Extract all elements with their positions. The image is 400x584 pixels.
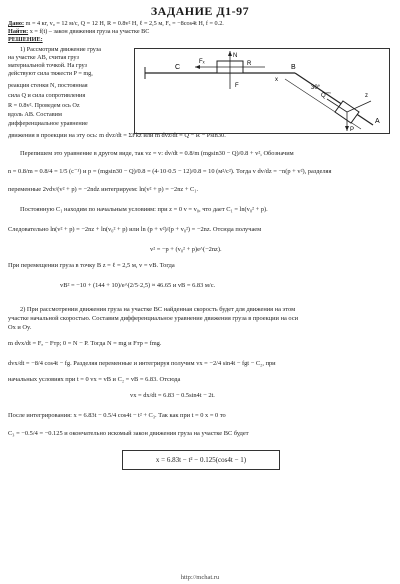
part1-cont-3: переменные 2vdv/(v² + p) = −2ndz интегрируем: ln(v² + p) = −2nz + C₁. (8, 186, 199, 193)
given-label: Дано: (8, 20, 25, 27)
figure-label-fx: Fₓ (199, 59, 205, 65)
part1-line-6: сила Q и сила сопротивления (8, 92, 86, 99)
footer-url: http://mchat.ru (180, 574, 220, 581)
part1-cont-5: Следовательно ln(v² + p) = −2nz + ln(v₀² + p) или ln (p + v²)/(p + v₀²) = −2nz. Отсюда получаем (8, 226, 262, 233)
part2-line-5 (8, 360, 276, 367)
mechanics-figure (135, 49, 389, 133)
part1-line-9: дифференциальное уравнение (8, 120, 88, 127)
part1-cont-4: Постоянную C₁ находим по начальным условиям: при z = 0 v = v₀, что дает C₁ = ln(v₀² + p). (20, 206, 268, 213)
part1-line-5: реакция стенки N, постоянная (8, 82, 88, 89)
part1-cont-2: n = 0.8/m = 0.8/4 = 1/5 (c⁻¹) и p = (mgsin30 − Q)/0.8 = (4·10·0.5 − 12)/0.8 = 10 (м²/с²). Тогда v dv/dz = −n(p + v²), разделяя (8, 168, 332, 175)
figure-frame (134, 48, 390, 134)
part1-cont-7: При перемещении груза в точку B z = ℓ = 2,5 м, v = vB. Тогда (8, 262, 175, 269)
figure-label-angle: 30° (311, 85, 321, 91)
answer-formula: x = 6.83t − t² − 0.125(cos4t − 1) (155, 456, 247, 464)
part1-line-3: материальной точкой. На груз (8, 62, 87, 69)
part2-line-5-text: dvx/dt = −8/4 cos4t − fg. Разделяя переменные и интегрируя получим vx = −2/4 sin4t − fgt − C₂, при (8, 360, 276, 367)
part2-line-8: После интегрирования: x = 6.83t − 0.5/4 cos4t − t² + C₃. Так как при t = 0 x = 0 то (8, 412, 226, 419)
find-label: Найти: (8, 28, 29, 35)
part2-line-1: 2) При рассмотрении движения груза на участке BC найденная скорость будет для движения на этом (20, 306, 296, 313)
part2-line-7: vx = dx/dt = 6.83 − 0.5sin4t − 2t. (130, 392, 215, 399)
figure-label-p: P (350, 127, 355, 133)
solution-label: РЕШЕНИЕ: (8, 36, 43, 43)
part2-line-2: участке начальной скоростью. Составим дифференциальное уравнение движения груза в проекции на оси (8, 315, 299, 322)
part1-line-7: R = 0.8v². Проведем ось Oz (8, 102, 80, 109)
given-line (8, 20, 224, 27)
figure-label-x: x (275, 77, 278, 83)
given-text: m = 4 кг, v₀ = 12 м/с, Q = 12 Н, R = 0.8v² Н, ℓ = 2,5 м, Fₓ = −8cos4t Н, f = 0.2. (25, 20, 224, 27)
page-title: ЗАДАНИЕ Д1-97 (150, 4, 250, 18)
figure-label-z: z (365, 93, 368, 99)
figure-label-c: C (175, 64, 181, 71)
part1-cont-8: vB² = −10 + (144 + 10)/e^(2/5·2,5) ≈ 46.65 и vB = 6.83 м/с. (60, 282, 216, 289)
part2-line-6: начальных условиях при t = 0 vx = vB и C₂ = vB = 6.83. Отсюда (8, 376, 181, 383)
figure-label-f: F (235, 83, 239, 89)
answer-box (122, 450, 280, 470)
figure-label-q: Q (321, 93, 326, 99)
find-text: x = f(t) – закон движения груза на участке ВС (29, 28, 150, 35)
figure-label-r: R (247, 61, 252, 67)
find-line (8, 28, 149, 35)
part1-line-4: действуют сила тяжести P = mg, (8, 70, 93, 77)
part1-line-2: на участке AB, считая груз (8, 54, 79, 61)
figure-label-b: B (291, 64, 296, 71)
part1-cont-1: Перепишем это уравнение в другом виде, так vz = v: dv/dt = 0.8/m (mgsin30 − Q)/0.8 + v², Обозначим (20, 150, 294, 157)
part2-line-3: Ox и Oy. (8, 324, 32, 331)
part2-line-4: m dvx/dt = Fₓ − Fтр; 0 = N − P. Тогда N = mg и Fтр = fmg. (8, 340, 162, 347)
figure-label-n: N (233, 53, 238, 59)
part1-cont-6: v² = −p + (v₀² + p)e^(−2nz). (150, 246, 222, 253)
figure-label-a: A (375, 118, 380, 125)
part2-line-9: C₃ = −0.5/4 = −0.125 и окончательно искомый закон движения груза на участке BC будет (8, 430, 249, 437)
part1-eq-line: движения в проекции на эту ось: m dvz/dt = ΣFkz или m dvz/dt = Q − R − Psin30. (8, 132, 226, 139)
part1-line-1: 1) Рассмотрим движение груза (20, 46, 102, 53)
part1-line-8: вдоль AB. Составим (8, 111, 62, 118)
